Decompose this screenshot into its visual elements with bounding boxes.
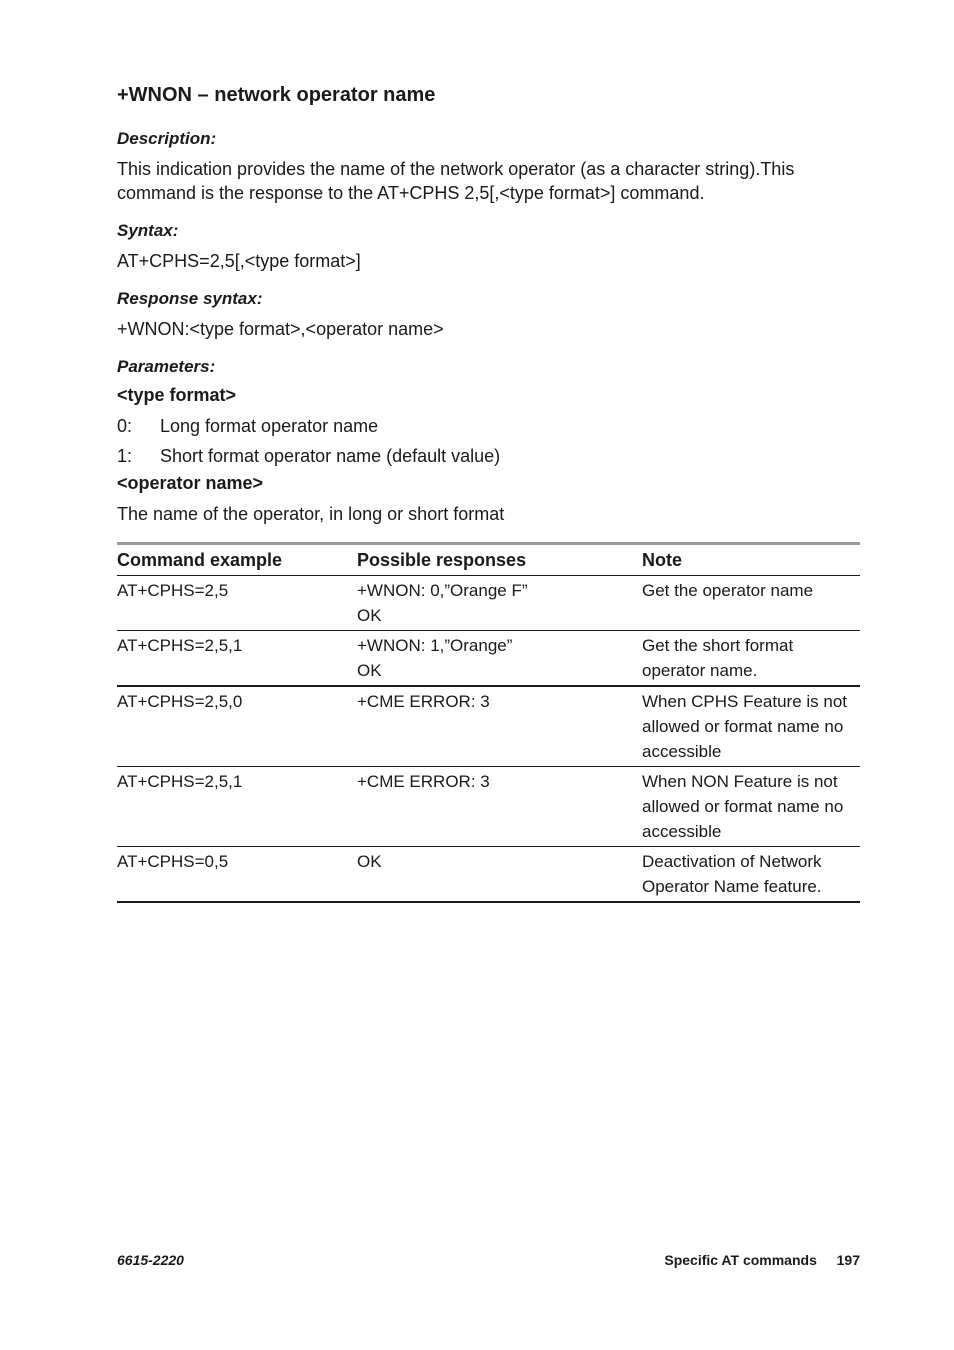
description-line: This indication provides the name of the network operator (as a character string).This (117, 159, 795, 179)
footer-right (664, 1252, 860, 1268)
table-row (117, 631, 860, 687)
note-line: Get the operator name (642, 581, 814, 600)
table-row (117, 847, 860, 903)
table-header-row (117, 544, 860, 576)
param-operator-name-desc: The name of the operator, in long or short format (117, 504, 505, 524)
resp-line: OK (357, 852, 382, 871)
table-row (117, 686, 860, 767)
resp-line: +WNON: 0,”Orange F” (357, 581, 528, 600)
note-line: Get the short format (642, 636, 794, 655)
note-line: accessible (642, 742, 722, 761)
resp-line: OK (357, 606, 382, 625)
note-line: Operator Name feature. (642, 877, 822, 896)
response-syntax-text: +WNON:<type format>,<operator name> (117, 319, 444, 339)
note-cell (642, 576, 860, 631)
column-header: Possible responses (357, 544, 642, 576)
cmd-cell: AT+CPHS=2,5,0 (117, 686, 357, 767)
description-text (117, 157, 794, 205)
resp-line: OK (357, 661, 382, 680)
note-line: When NON Feature is not (642, 772, 838, 791)
cmd-cell: AT+CPHS=0,5 (117, 847, 357, 903)
command-table (117, 542, 860, 903)
footer-doc-number: 6615-2220 (117, 1252, 184, 1268)
table-row (117, 576, 860, 631)
note-line: allowed or format name no (642, 797, 844, 816)
cmd-cell: AT+CPHS=2,5,1 (117, 767, 357, 847)
resp-cell (357, 847, 642, 903)
note-line: operator name. (642, 661, 758, 680)
page-title: +WNON – network operator name (117, 84, 436, 106)
cmd-cell: AT+CPHS=2,5 (117, 576, 357, 631)
resp-cell (357, 686, 642, 767)
note-line: allowed or format name no (642, 717, 844, 736)
cmd-cell: AT+CPHS=2,5,1 (117, 631, 357, 687)
resp-cell (357, 631, 642, 687)
value-key: 1: (117, 446, 133, 466)
resp-line: +WNON: 1,”Orange” (357, 636, 513, 655)
response-syntax-heading: Response syntax: (117, 289, 263, 308)
value-desc: Short format operator name (default value) (160, 446, 501, 466)
note-line: accessible (642, 822, 722, 841)
note-line: Deactivation of Network (642, 852, 822, 871)
note-cell (642, 631, 860, 687)
resp-line: +CME ERROR: 3 (357, 772, 490, 791)
note-cell (642, 847, 860, 903)
param-operator-name-name: <operator name> (117, 473, 264, 493)
table-row (117, 767, 860, 847)
column-header: Note (642, 544, 860, 576)
resp-cell (357, 767, 642, 847)
description-line: command is the response to the AT+CPHS 2,5[,<type format>] command. (117, 183, 705, 203)
description-heading: Description: (117, 129, 217, 148)
value-desc: Long format operator name (160, 416, 379, 436)
resp-line: +CME ERROR: 3 (357, 692, 490, 711)
note-line: When CPHS Feature is not (642, 692, 848, 711)
syntax-text: AT+CPHS=2,5[,<type format>] (117, 251, 361, 271)
parameters-heading: Parameters: (117, 357, 216, 376)
value-key: 0: (117, 416, 133, 436)
footer-page-number: 197 (836, 1252, 860, 1268)
note-cell (642, 767, 860, 847)
footer-section: Specific AT commands (664, 1252, 817, 1268)
resp-cell (357, 576, 642, 631)
column-header: Command example (117, 544, 357, 576)
syntax-heading: Syntax: (117, 221, 179, 240)
param-type-format-name: <type format> (117, 385, 237, 405)
note-cell (642, 686, 860, 767)
